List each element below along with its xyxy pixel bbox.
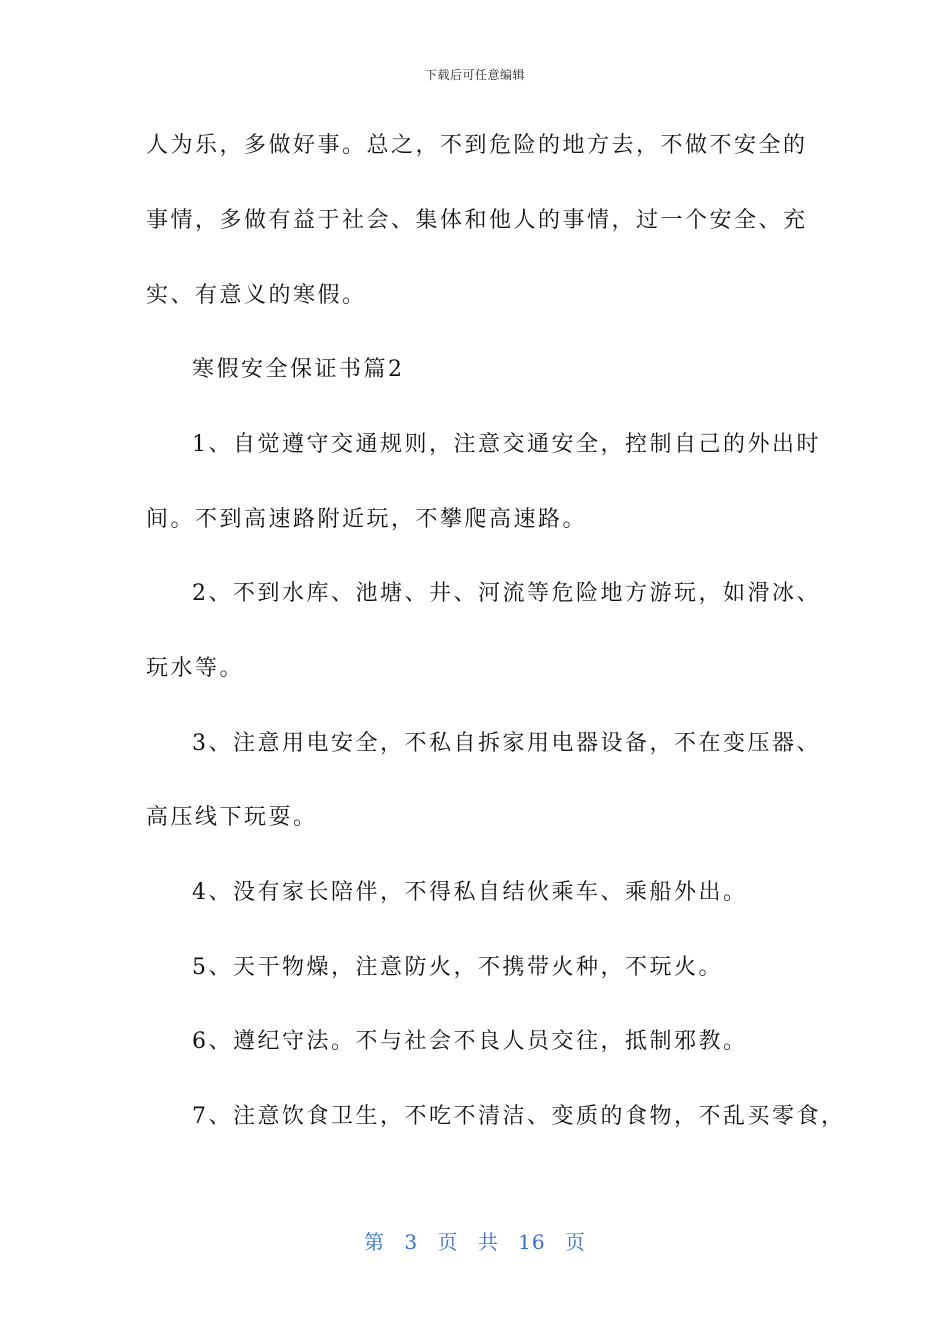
section-heading: 寒假安全保证书篇2 — [192, 357, 405, 382]
list-item: 1、自觉遵守交通规则，注意交通安全，控制自己的外出时 — [192, 432, 821, 457]
list-item: 3、注意用电安全，不私自拆家用电器设备，不在变压器、 — [192, 731, 821, 756]
footer-page-word: 页 — [437, 1230, 459, 1254]
footer-suffix: 页 — [564, 1230, 586, 1254]
list-item: 6、遵纪守法。不与社会不良人员交往，抵制邪教。 — [192, 1029, 748, 1054]
list-item-continuation: 间。不到高速路附近玩，不攀爬高速路。 — [146, 507, 588, 532]
paragraph-line: 人为乐，多做好事。总之，不到危险的地方去，不做不安全的 — [146, 133, 808, 158]
list-item-continuation: 玩水等。 — [146, 656, 245, 681]
list-item: 4、没有家长陪伴，不得私自结伙乘车、乘船外出。 — [192, 880, 748, 905]
header-note: 下载后可任意编辑 — [424, 68, 525, 82]
footer-page-number: 3 — [404, 1230, 419, 1254]
footer-total-word: 共 — [477, 1230, 499, 1254]
footer-total-pages: 16 — [518, 1230, 546, 1254]
footer-prefix: 第 — [364, 1230, 385, 1254]
page-footer — [0, 1226, 950, 1255]
paragraph-line: 事情，多做有益于社会、集体和他人的事情，过一个安全、充 — [146, 208, 808, 233]
list-item-continuation: 高压线下玩耍。 — [146, 805, 318, 830]
list-item: 7、注意饮食卫生，不吃不清洁、变质的食物，不乱买零食， — [192, 1104, 846, 1129]
list-item: 5、天干物燥，注意防火，不携带火种，不玩火。 — [192, 955, 723, 980]
paragraph-line: 实、有意义的寒假。 — [146, 283, 367, 308]
list-item: 2、不到水库、池塘、井、河流等危险地方游玩，如滑冰、 — [192, 581, 821, 606]
